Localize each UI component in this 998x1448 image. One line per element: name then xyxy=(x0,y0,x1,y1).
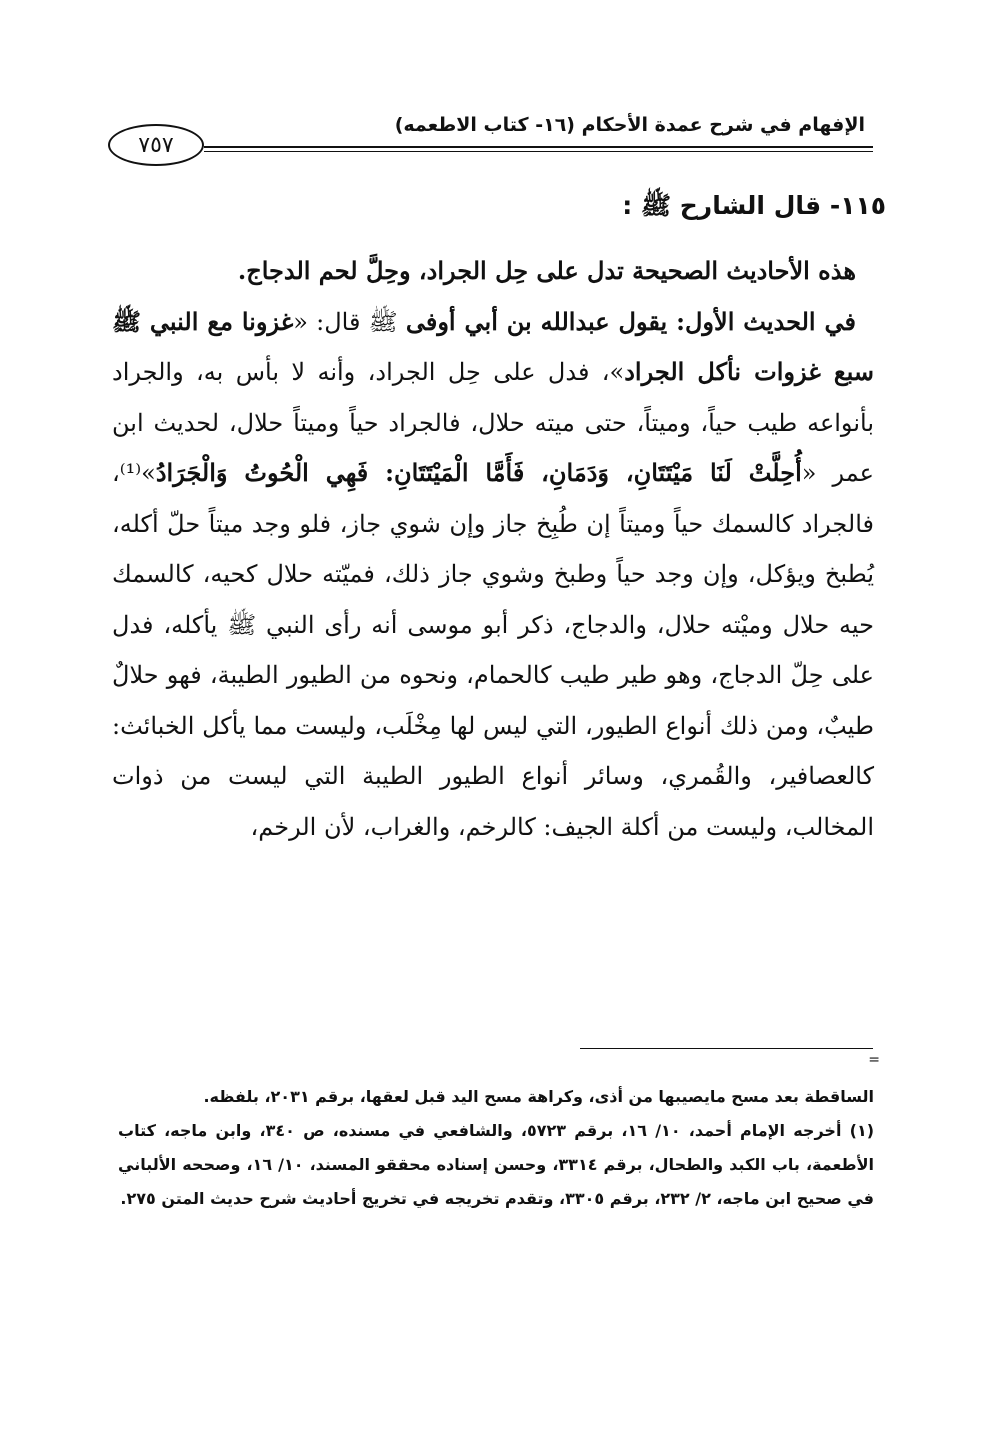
header-rule-thick xyxy=(204,146,873,148)
paragraph-1 xyxy=(112,246,874,297)
hadith-quote-2: أُحِلَّتْ لَنَا مَيْتَتَانِ، وَدَمَانِ، فَأَمَّا الْمَيْتَتَانِ: فَهِي الْحُوتُ وَالْجَرَادُ xyxy=(155,458,802,487)
commentary-2: »⁽¹⁾، فالجراد كالسمك حياً وميتاً إن طُبِخ جاز وإن شوي جاز، فلو وجد ميتاً حلّ أكله، يُطبخ ويؤكل، وإن وجد حياً وطبخ وشوي جاز ذلك، فميّته حلال كحيه، كالسمك حيه حلال وميْته حلال، والدجاج، ذكر أبو موسى أنه رأى النبي ﷺ يأكله، فدل على حِلّ الدجاج، وهو طير طيب كالحمام، ونحوه من الطيور الطيبة، فهو حلالٌ طيبٌ، ومن ذلك أنواع الطيور، التي ليس لها مِخْلَب، وليست مما يأكل الخبائث: كالعصافير، والقُمري، وسائر أنواع الطيور الطيبة التي ليست من ذوات المخالب، وليست من أكلة الجيف: كالرخم، والغراب، لأن الرخم، xyxy=(112,459,874,841)
running-title: الإفهام في شرح عمدة الأحكام (١٦- كتاب الاطعمه) xyxy=(394,114,865,136)
main-body xyxy=(112,246,874,852)
footnote-1-number: (١) xyxy=(849,1121,875,1140)
footnote-continuation: الساقطة بعد مسح مايصيبها من أذى، وكراهة مسح اليد قبل لعقها، برقم ٢٠٣١، بلفظه. xyxy=(203,1087,874,1106)
footnote-1-text: أخرجه الإمام أحمد، ١٠/ ١٦، برقم ٥٧٢٣، والشافعي في مسنده، ص ٣٤٠، وابن ماجه، كتاب الأطعمة، باب الكبد والطحال، برقم ٣٣١٤، وحسن إسناده محققو المسند، ١٠/ ١٦، وصححه الألباني في صحيح ابن ماجه، ٢/ ٢٣٢، برقم ٣٣٠٥، وتقدم تخريجه في تخريج أحاديث شرح حديث المتن ٢٧٥. xyxy=(118,1121,875,1208)
honorific-and-quote-open: ﷺ قال: « xyxy=(293,307,406,336)
footnotes xyxy=(118,1080,874,1216)
hadith-quote-1: غزونا مع النبي ﷺ سبع غزوات نأكل الجراد xyxy=(112,306,874,386)
hadith-intro: في الحديث الأول: يقول عبدالله بن أبي أوفى xyxy=(405,306,857,336)
paragraph-1-text: هذه الأحاديث الصحيحة تدل على حِل الجراد، وحِلَّ لحم الدجاج. xyxy=(237,256,856,285)
page-number: ٧٥٧ xyxy=(108,124,204,166)
paragraph-2 xyxy=(112,297,874,853)
footnote-separator xyxy=(580,1048,873,1049)
page-header xyxy=(108,108,873,160)
footnote-continuation-marker: = xyxy=(868,1052,880,1068)
footnote-1 xyxy=(118,1114,874,1216)
header-rule-thin xyxy=(204,151,873,152)
section-heading: ١١٥- قال الشارح ﷺ : xyxy=(622,191,886,220)
commentary-1: »، فدل على حِل الجراد، وأنه لا بأس به، والجراد بأنواعه طيب حياً، وميتاً، حتى ميته حلال، فالجراد حياً وميتاً حلال، لحديث ابن عمر « xyxy=(112,358,874,487)
